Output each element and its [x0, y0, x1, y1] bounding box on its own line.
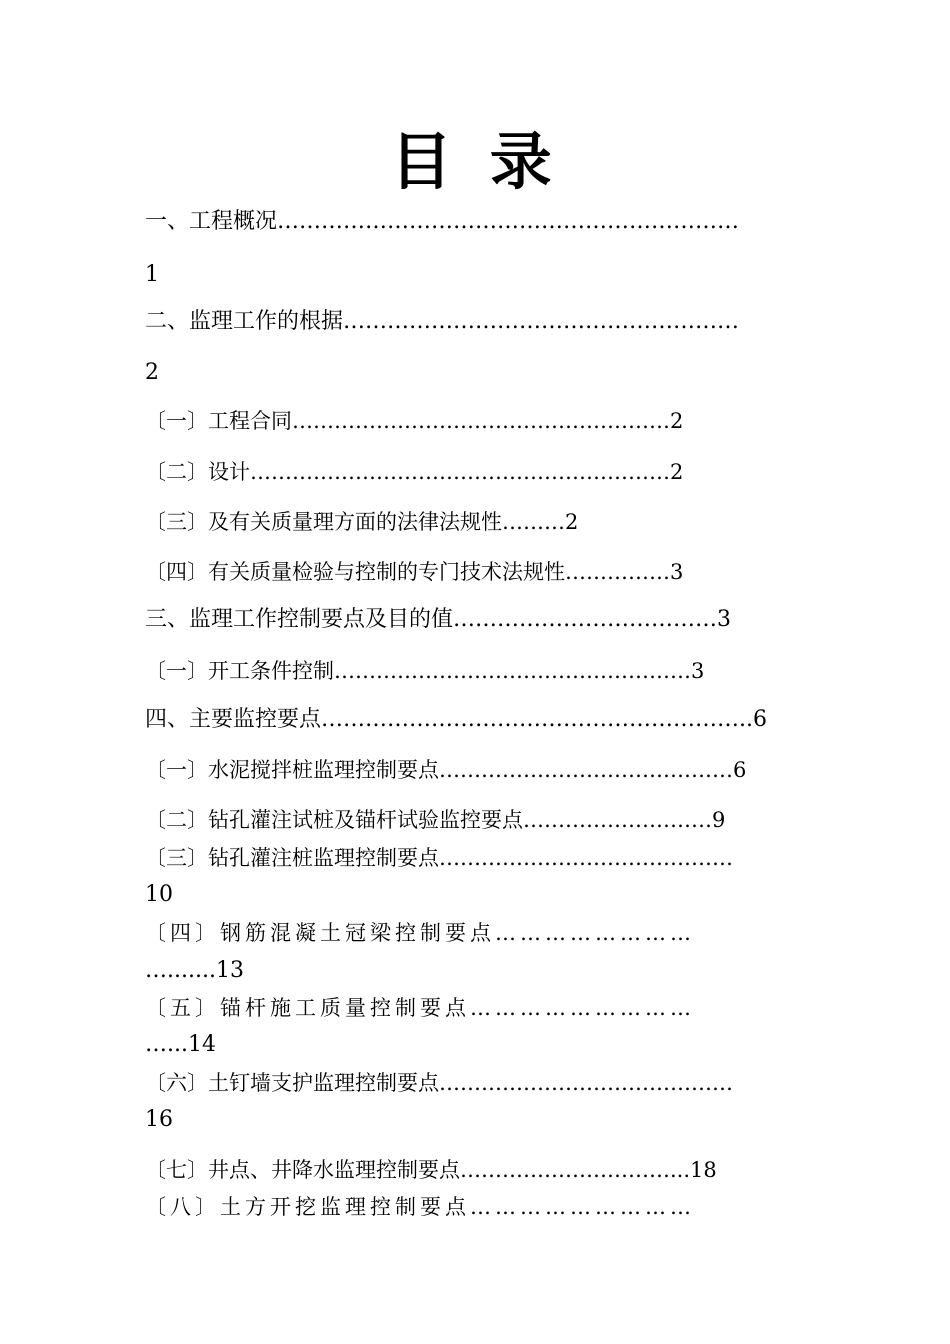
- toc-line: 〔四〕钢筋混凝土冠梁控制要点……………………: [145, 921, 695, 945]
- toc-line: 16: [145, 1107, 173, 1132]
- toc-line: 一、工程概况………………………………………………………: [145, 209, 740, 234]
- toc-line: 〔五〕锚杆施工质量控制要点………………………: [145, 996, 695, 1020]
- toc-line: 二、监理工作的根据………………………………………………: [145, 309, 740, 334]
- toc-line: 1: [145, 262, 159, 287]
- toc-line: ….......13: [145, 958, 244, 983]
- toc-line: 〔八〕土方开挖监理控制要点………………………: [145, 1195, 695, 1219]
- toc-line: 〔三〕钻孔灌注桩监理控制要点……………………………………: [145, 846, 733, 870]
- toc-line: 2: [145, 360, 159, 385]
- toc-line: 〔七〕井点、井降水监理控制要点…………………………...18: [145, 1158, 717, 1182]
- toc-line: 〔一〕水泥搅拌桩监理控制要点……………………………………6: [145, 758, 747, 782]
- toc-line: 〔一〕开工条件控制……………………………………………3: [145, 659, 705, 683]
- toc-line: 〔四〕有关质量检验与控制的专门技术法规性……………3: [145, 560, 684, 584]
- toc-line: 〔六〕土钉墙支护监理控制要点……………………………………: [145, 1071, 733, 1095]
- toc-line: 〔三〕及有关质量理方面的法律法规性………2: [145, 510, 579, 534]
- toc-title: 目 录: [390, 125, 560, 198]
- toc-line: 10: [145, 882, 173, 907]
- toc-line: 三、监理工作控制要点及目的值………………………………3: [145, 607, 731, 632]
- toc-line: …...14: [145, 1032, 216, 1057]
- toc-line: 〔二〕钻孔灌注试桩及锚杆试验监控要点………………………9: [145, 808, 726, 832]
- toc-line: 〔一〕工程合同………………………………………………2: [145, 409, 684, 433]
- toc-line: 四、主要监控要点…………………………………………………..6: [145, 707, 767, 732]
- toc-line: 〔二〕设计……………………………………………………2: [145, 460, 684, 484]
